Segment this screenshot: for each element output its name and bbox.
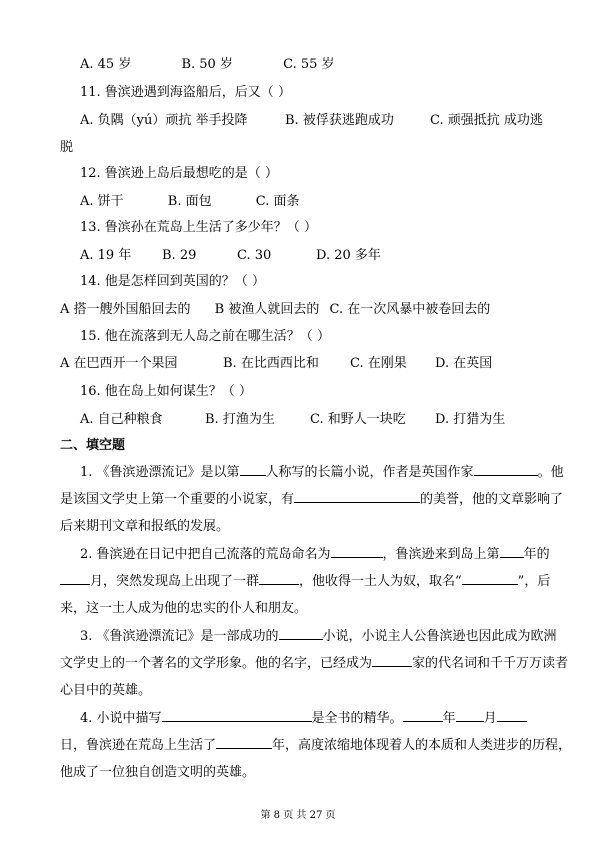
q14-question: 14. 他是怎样回到英国的？（ ）: [80, 274, 265, 289]
text-segment: 他成了一位独自创造文明的英雄。: [60, 765, 256, 780]
q14-options: [60, 301, 490, 319]
q12-question: 12. 鲁滨逊上岛后最想吃的是（ ）: [80, 166, 278, 181]
section-title: 二、填空题: [60, 438, 126, 453]
answer-blank[interactable]: [279, 625, 323, 640]
text-segment: 的美誉，他的文章影响了: [420, 492, 564, 507]
q15-question: 15. 他在流落到无人岛之前在哪生活？（ ）: [80, 329, 330, 344]
text-segment: 心目中的英雄。: [60, 683, 152, 698]
q12-option-a: A. 饼干: [80, 194, 124, 209]
answer-blank[interactable]: [474, 461, 538, 476]
answer-blank[interactable]: [259, 570, 299, 585]
page-number: 第 8 页 共 27 页: [260, 810, 336, 821]
q11-question: 11. 鲁滨逊遇到海盗船后，后又（ ）: [80, 85, 291, 100]
answer-blank[interactable]: [294, 488, 420, 503]
text-segment: 月: [483, 711, 497, 726]
text-segment: 文学史上的一个著名的文学形象。他的名字，已经成为: [60, 656, 373, 671]
text-segment: 年: [442, 711, 456, 726]
text-segment: 来，这一土人成为他的忠实的仆人和朋友。: [60, 601, 308, 616]
answer-blank[interactable]: [500, 543, 524, 558]
q16-option-c: C. 和野人一块吃: [310, 412, 406, 427]
q14-option-a: A 搭一艘外国船回去的: [60, 302, 191, 317]
fill-blank-3-line-2: [60, 650, 569, 677]
fill-blank-4: [60, 705, 572, 786]
q11-option-c-continued: 脱: [60, 140, 74, 155]
answer-blank[interactable]: [60, 570, 90, 585]
text-segment: 1. 《鲁滨逊漂流记》是以第: [80, 465, 240, 480]
fill-blank-1-line-1: [60, 459, 564, 486]
q13-option-a: A. 19 年: [80, 248, 132, 263]
q10-option-a: A. 45 岁: [80, 57, 132, 72]
text-segment: 年，高度浓缩地体现着人的本质和人类进步的历程，: [272, 738, 572, 753]
text-segment: 人称写的长篇小说，作者是英国作家: [265, 465, 474, 480]
text-segment: 2. 鲁滨逊在日记中把自己流落的荒岛命名为: [80, 547, 331, 562]
q16-option-a: A. 自己种粮食: [80, 412, 163, 427]
answer-blank[interactable]: [216, 734, 272, 749]
answer-blank[interactable]: [240, 461, 266, 476]
fill-blank-2-line-1: [60, 541, 550, 568]
text-segment: 年的: [523, 547, 550, 562]
answer-blank[interactable]: [462, 570, 518, 585]
q14-option-c: C. 在一次风暴中被卷回去的: [329, 302, 491, 317]
q10-options: [80, 56, 335, 74]
text-segment: 小说，小说主人公鲁滨逊也因此成为欧洲: [322, 629, 557, 644]
answer-blank[interactable]: [497, 707, 527, 722]
q10-option-b: B. 50 岁: [181, 57, 233, 72]
q15-option-d: D. 在英国: [435, 356, 493, 371]
text-segment: 日，鲁滨逊在荒岛上生活了: [60, 738, 217, 753]
fill-blank-4-line-2: [60, 732, 572, 759]
q16-option-b: B. 打渔为生: [205, 412, 275, 427]
answer-blank[interactable]: [331, 543, 383, 558]
q11-options: [80, 112, 543, 130]
q14-option-b: B 被渔人就回去的: [214, 302, 320, 317]
q13-option-d: D. 20 多年: [316, 248, 381, 263]
fill-blank-3: [60, 623, 569, 704]
text-segment: ”，后: [517, 574, 551, 589]
q16-options: [80, 411, 506, 429]
q15-option-a: A 在巴西开一个果园: [60, 356, 178, 371]
q13-option-b: B. 29: [162, 248, 197, 263]
answer-blank[interactable]: [162, 707, 312, 722]
q12-option-b: B. 面包: [167, 194, 212, 209]
fill-blank-1-line-3: [60, 513, 538, 540]
fill-blank-2-line-2: [60, 568, 551, 595]
q10-option-c: C. 55 岁: [283, 57, 335, 72]
text-segment: ，他收得一土人为奴，取名“: [299, 574, 462, 589]
q13-question: 13. 鲁滨孙在荒岛上生活了多少年？（ ）: [80, 220, 317, 235]
fill-blank-3-line-3: [60, 677, 538, 704]
q16-question: 16. 他在岛上如何谋生？（ ）: [80, 384, 252, 399]
text-segment: 后来期刊文章和报纸的发展。: [60, 519, 230, 534]
q15-option-c: C. 在刚果: [350, 356, 407, 371]
text-segment: 4. 小说中描写: [80, 711, 162, 726]
text-segment: 3. 《鲁滨逊漂流记》是一部成功的: [80, 629, 279, 644]
text-segment: 是全书的精华。: [311, 711, 403, 726]
text-segment: ，鲁滨逊来到岛上第: [382, 547, 500, 562]
q12-option-c: C. 面条: [255, 194, 300, 209]
text-segment: 是该国文学史上第一个重要的小说家，有: [60, 492, 295, 507]
fill-blank-2-line-3: [60, 595, 538, 622]
answer-blank[interactable]: [372, 652, 412, 667]
q11-option-b: B. 被俘获逃跑成功: [285, 113, 394, 128]
text-segment: 月，突然发现岛上出现了一群: [90, 574, 260, 589]
fill-blank-4-line-1: [60, 705, 538, 732]
q13-option-c: C. 30: [237, 248, 272, 263]
q11-option-c: C. 顽强抵抗 成功逃: [430, 113, 543, 128]
q15-options: [60, 355, 493, 373]
fill-blank-4-line-3: [60, 759, 538, 786]
q15-option-b: B. 在比西西比和: [223, 356, 319, 371]
text-segment: 家的代名词和千千万万读者: [412, 656, 569, 671]
answer-blank[interactable]: [456, 707, 484, 722]
fill-blank-2: [60, 541, 551, 622]
fill-blank-1-line-2: [60, 486, 564, 513]
answer-blank[interactable]: [403, 707, 443, 722]
q13-options: [80, 247, 381, 265]
q11-option-a: A. 负隅（yú）顽抗 举手投降: [80, 113, 248, 128]
q12-options: [80, 193, 300, 211]
fill-blank-1: [60, 459, 564, 540]
fill-blank-3-line-1: [60, 623, 557, 650]
text-segment: 。他: [537, 465, 564, 480]
q16-option-d: D. 打猎为生: [435, 412, 506, 427]
